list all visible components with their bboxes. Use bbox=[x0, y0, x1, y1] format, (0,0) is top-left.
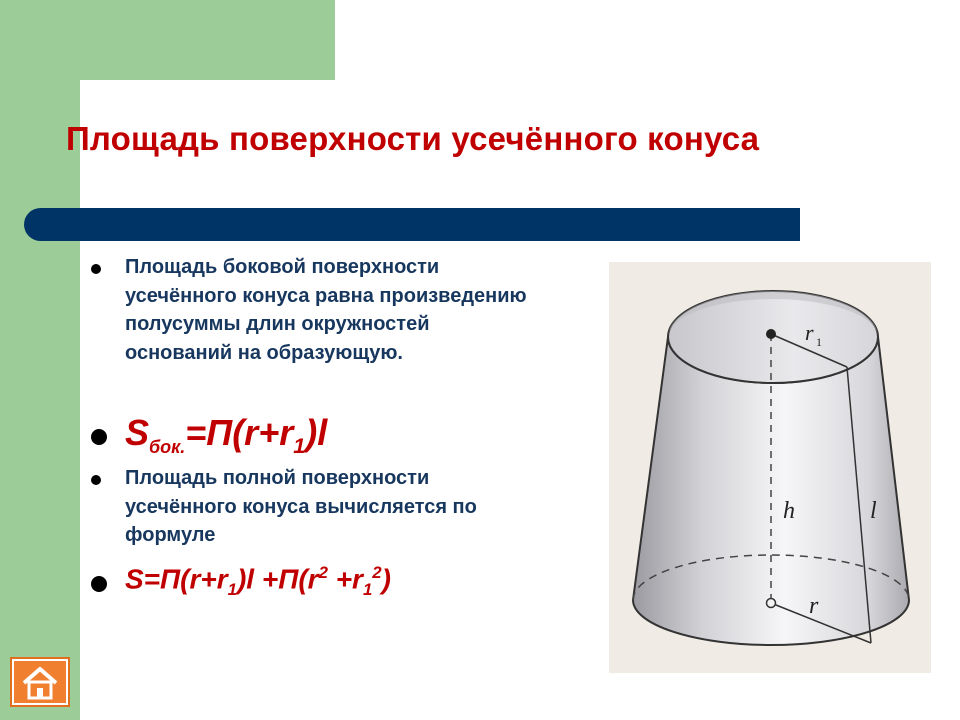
formula-sub-1: 1 bbox=[362, 579, 373, 599]
bullet-total-area-text: Площадь полной поверхности усечённого конуса вычисляется по формуле bbox=[125, 467, 477, 546]
formula-sub-bok: бок. bbox=[149, 437, 186, 458]
formula-sub-1: 1 bbox=[227, 579, 237, 599]
formula-sub-1: 1 bbox=[293, 433, 306, 459]
bullet-dot bbox=[91, 576, 107, 592]
truncated-cone-figure bbox=[609, 262, 931, 673]
label-r: r bbox=[809, 593, 819, 619]
formula-s: S bbox=[125, 412, 150, 453]
formula-sup-2: 2 bbox=[372, 563, 382, 582]
formula-sup-2: 2 bbox=[318, 563, 328, 582]
total-area-formula bbox=[125, 563, 391, 600]
formula-part-c: +r bbox=[327, 563, 363, 595]
bottom-center-point bbox=[767, 599, 776, 608]
bullet-dot bbox=[91, 429, 107, 445]
bullet-dot bbox=[91, 264, 101, 274]
label-r1-sub: 1 bbox=[816, 335, 822, 349]
bullet-dot bbox=[91, 475, 101, 485]
slide-title: Площадь поверхности усечённого конуса bbox=[66, 120, 760, 157]
lateral-area-formula bbox=[125, 412, 327, 459]
title-divider-bar bbox=[24, 208, 800, 241]
cone-drawing bbox=[609, 262, 931, 673]
formula-part-d: ) bbox=[381, 563, 391, 595]
formula-part-b: )l +П(r bbox=[236, 563, 319, 595]
home-button[interactable] bbox=[10, 657, 70, 707]
bullet-lateral-area-text: Площадь боковой поверхности усечённого конуса равна произведению полусуммы длин окружностей оснований на образующую. bbox=[125, 256, 527, 364]
label-h: h bbox=[783, 498, 795, 524]
sidebar-left-band bbox=[0, 0, 80, 720]
home-icon bbox=[10, 657, 70, 707]
formula-body: =П(r+r bbox=[185, 412, 294, 453]
label-r1: r bbox=[805, 320, 814, 345]
formula-end: )l bbox=[305, 412, 328, 453]
label-l: l bbox=[870, 498, 877, 524]
formula-part-a: S=П(r+r bbox=[125, 563, 228, 595]
top-center-point bbox=[766, 329, 776, 339]
